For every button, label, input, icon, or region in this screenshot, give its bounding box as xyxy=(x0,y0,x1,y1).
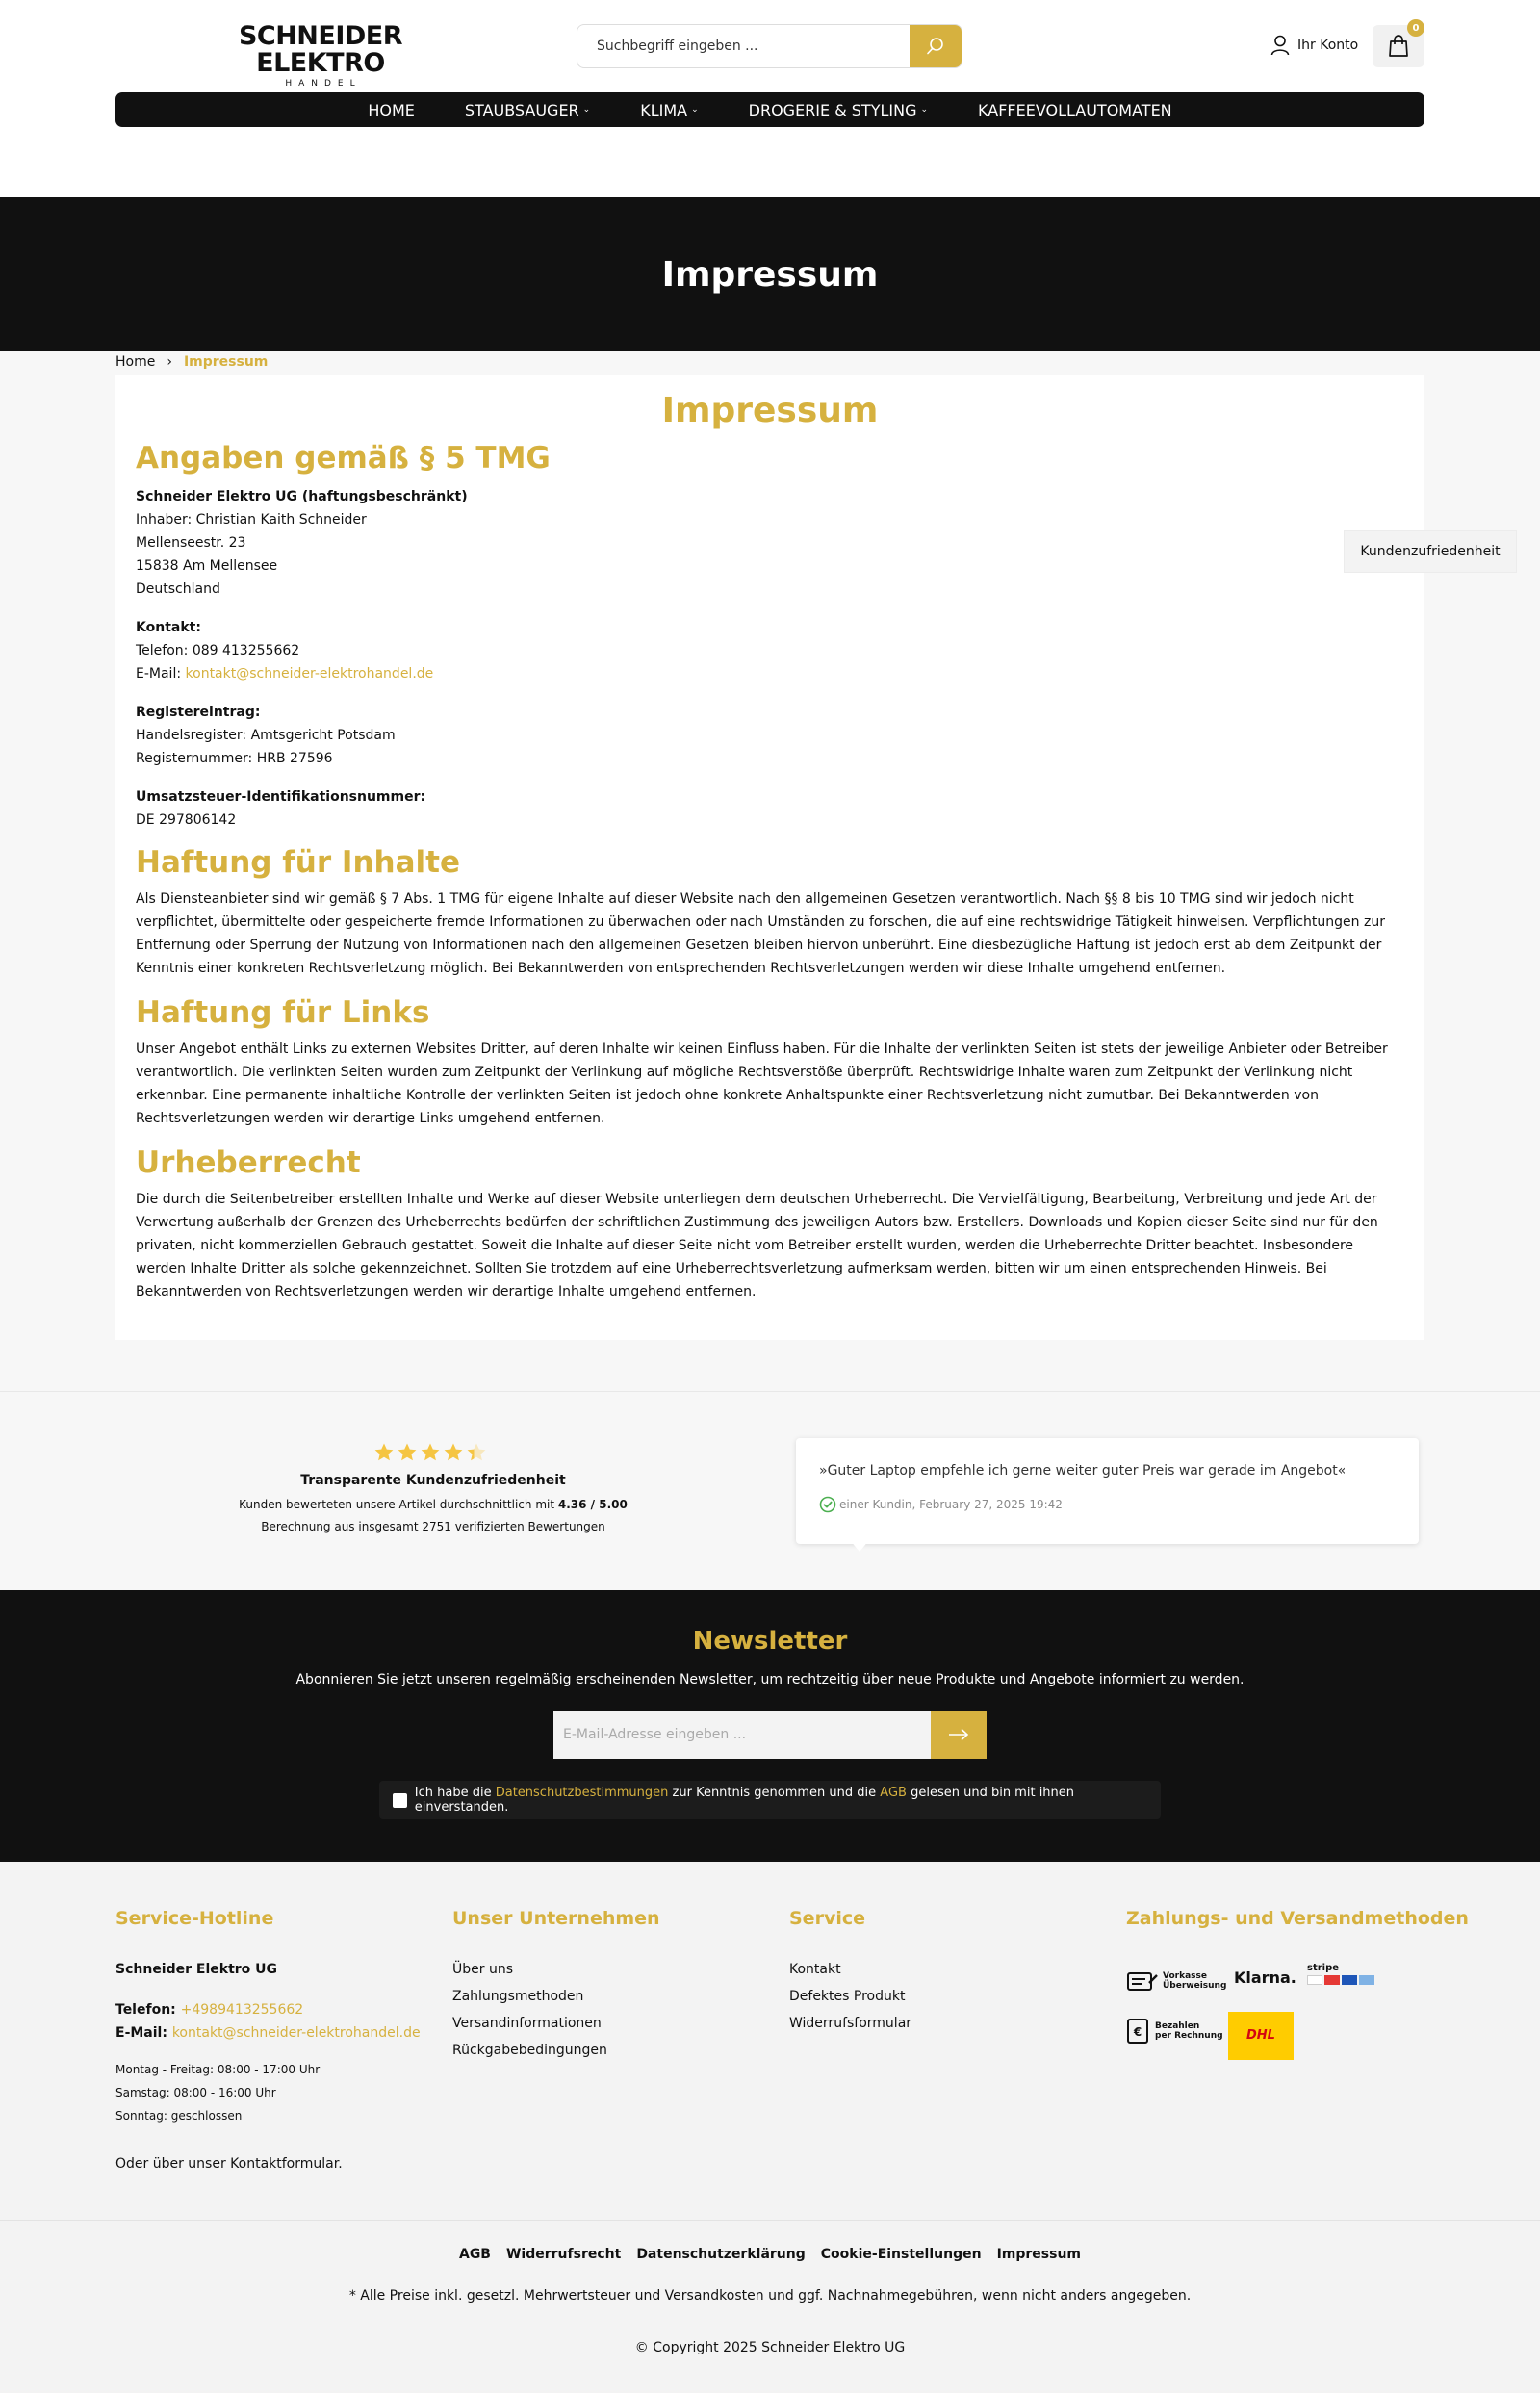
nav-label: KLIMA xyxy=(640,100,688,119)
rechnung-text-2: per Rechnung xyxy=(1155,2031,1223,2041)
payment-stripe xyxy=(1307,1964,1374,1985)
hero-title: Impressum xyxy=(661,254,879,295)
nav-item-home[interactable] xyxy=(368,101,415,119)
user-icon xyxy=(1270,35,1290,56)
invoice-transfer-icon xyxy=(1126,1969,1159,1993)
city: 15838 Am Mellensee xyxy=(136,558,278,574)
copyright: © Copyright 2025 Schneider Elektro UG xyxy=(634,2340,906,2355)
account-link[interactable] xyxy=(1270,31,1358,60)
review-quote: »Guter Laptop empfehle ich gerne weiter guter Preis war gerade im Angebot« xyxy=(819,1463,1347,1479)
star-icon xyxy=(466,1442,487,1463)
footer-link-rueckgabe[interactable]: Rückgabebedingungen xyxy=(452,2043,607,2058)
email-prefix: E-Mail: xyxy=(136,666,186,682)
review-card-tail xyxy=(850,1540,869,1552)
logo-main-text: SCHNEIDER ELEKTRO xyxy=(238,21,403,78)
vat-label: Umsatzsteuer-Identifikationsnummer: xyxy=(136,789,426,805)
reviews-count: Berechnung aus insgesamt 2751 verifizierten Bewertungen xyxy=(261,1520,605,1533)
footer-col-payment xyxy=(1126,1908,1469,1956)
heading-haftung-links: Haftung für Links xyxy=(136,995,430,1030)
vat-id: DE 297806142 xyxy=(136,812,237,828)
contact-form-link[interactable]: Oder über unser Kontaktformular. xyxy=(116,2156,343,2172)
breadcrumb-current: Impressum xyxy=(183,354,269,370)
chevron-right-icon: › xyxy=(167,354,172,370)
arrow-right-icon xyxy=(948,1728,969,1741)
paragraph-haftung-inhalte: Als Diensteanbieter sind wir gemäß § 7 Abs. 1 TMG für eigene Inhalte auf dieser Website nach den allgemeinen Gesetzen verantwortlich. Nach §§ 8 bis 10 TMG sind wir jedoch nicht verpflichtet, übermittelte oder gespeicherte fremde Informationen zu überwachen oder nach Umständen zu forschen, die auf eine rechtswidrige Tätigkeit hinweisen. Verpflichtungen zur Entfernung oder Sperrung der Nutzung von Informationen nach den allgemeinen Gesetzen bleiben hiervon unberührt. Eine diesbezügliche Haftung ist jedoch erst ab dem Zeitpunkt der Kenntnis einer konkreten Rechtsverletzung möglich. Bei Bekanntwerden von entsprechenden Rechtsverletzungen werden wir diese Inhalte umgehend entfernen. xyxy=(136,891,1385,976)
country: Deutschland xyxy=(136,581,220,597)
reviews-average-prefix: Kunden bewerteten unsere Artikel durchschnittlich mit xyxy=(239,1498,558,1511)
legal-link-impressum[interactable]: Impressum xyxy=(996,2247,1082,2262)
register-court: Handelsregister: Amtsgericht Potsdam xyxy=(136,728,396,743)
reviews-score: 4.36 / 5.00 xyxy=(557,1498,628,1511)
chevron-down-icon: ⌄ xyxy=(582,105,591,115)
breadcrumb-home[interactable]: Home xyxy=(116,354,156,370)
invoice-euro-icon xyxy=(1126,2018,1149,2045)
price-note: * Alle Preise inkl. gesetzl. Mehrwertsteuer und Versandkosten und ggf. Nachnahmegebühren, wenn nicht anders angegeben. xyxy=(348,2288,1192,2303)
heading-urheberrecht: Urheberrecht xyxy=(136,1145,361,1180)
search-icon xyxy=(926,37,945,56)
nav-item-drogerie-styling[interactable] xyxy=(749,101,928,119)
nav-item-klima[interactable] xyxy=(640,101,698,119)
logo-sub-text: HANDEL xyxy=(285,79,362,89)
contact-label: Kontakt: xyxy=(136,620,201,635)
nav-label: DROGERIE & STYLING xyxy=(748,100,917,119)
nav-label: STAUBSAUGER xyxy=(464,100,579,119)
section-urheberrecht xyxy=(136,1144,1406,1303)
newsletter-email-input[interactable] xyxy=(553,1711,931,1759)
newsletter-submit-button[interactable] xyxy=(931,1711,987,1759)
rating-stars xyxy=(373,1442,493,1463)
footer-link-widerrufsformular[interactable]: Widerrufsformular xyxy=(789,2016,912,2031)
main-nav xyxy=(116,92,1424,127)
breadcrumb xyxy=(116,352,268,372)
dhl-logo-text: DHL xyxy=(1246,2028,1275,2043)
footer-heading-service: Service xyxy=(789,1908,865,1929)
consent-checkbox[interactable] xyxy=(393,1793,407,1808)
nav-label: KAFFEEVOLLAUTOMATEN xyxy=(978,100,1172,119)
newsletter-section xyxy=(0,1590,1540,1862)
mastercard-icon xyxy=(1324,1975,1340,1985)
amex-card-icon xyxy=(1359,1975,1374,1985)
payment-rechnung xyxy=(1126,2018,1223,2045)
review-meta xyxy=(819,1496,1063,1513)
search-bar xyxy=(577,24,962,68)
page-hero xyxy=(0,197,1540,351)
footer-heading-hotline: Service-Hotline xyxy=(116,1908,274,1929)
footer-phone-label: Telefon: xyxy=(116,2002,181,2018)
hours-weekdays: Montag - Freitag: 08:00 - 17:00 Uhr xyxy=(116,2063,321,2076)
payment-klarna: Klarna. xyxy=(1234,1968,1296,1987)
newsletter-consent xyxy=(379,1781,1161,1819)
search-input[interactable] xyxy=(578,25,911,67)
footer-email-label: E-Mail: xyxy=(116,2025,172,2041)
heading-haftung-inhalte: Haftung für Inhalte xyxy=(136,845,460,880)
hours-saturday: Samstag: 08:00 - 16:00 Uhr xyxy=(116,2086,276,2099)
nav-label: HOME xyxy=(368,100,415,119)
footer-heading-payment: Zahlungs- und Versandmethoden xyxy=(1126,1908,1469,1929)
hours-sunday: Sonntag: geschlossen xyxy=(116,2109,243,2123)
chevron-down-icon: ⌄ xyxy=(691,105,699,115)
footer-bottom xyxy=(0,2220,1540,2393)
agb-link[interactable]: AGB xyxy=(880,1786,907,1800)
newsletter-form xyxy=(553,1711,987,1759)
heading-angaben: Angaben gemäß § 5 TMG xyxy=(136,441,551,476)
footer-link-defektes-produkt[interactable]: Defektes Produkt xyxy=(789,1989,906,2004)
review-author: einer Kundin, February 27, 2025 19:42 xyxy=(839,1498,1063,1511)
section-haftung-inhalte xyxy=(136,843,1406,980)
footer-link-versandinformationen[interactable]: Versandinformationen xyxy=(452,2016,602,2031)
paragraph-haftung-links: Unser Angebot enthält Links zu externen Websites Dritter, auf deren Inhalte wir keinen Einfluss haben. Für die Inhalte der verlinkten Seiten ist stets der jeweilige Anbieter oder Betreiber verantwortlich. Die verlinkten Seiten wurden zum Zeitpunkt der Verlinkung auf mögliche Rechtsverstöße überprüft. Rechtswidrige Inhalte waren zum Zeitpunkt der Verlinkung nicht erkennbar. Eine permanente inhaltliche Kontrolle der verlinkten Seiten ist jedoch ohne konkrete Anhaltspunkte einer Rechtsverletzung nicht zumutbar. Bei Bekanntwerden von Rechtsverletzungen werden wir derartige Links umgehend entfernen. xyxy=(136,1042,1388,1126)
nav-item-staubsauger[interactable] xyxy=(465,101,590,119)
consent-part: Ich habe die xyxy=(414,1786,496,1800)
owner: Inhaber: Christian Kaith Schneider xyxy=(136,512,367,527)
satisfaction-side-tab[interactable]: Kundenzufriedenheit xyxy=(1344,530,1517,573)
star-icon xyxy=(420,1442,441,1463)
nav-item-kaffeevollautomaten[interactable] xyxy=(978,101,1172,119)
legal-link-widerrufsrecht[interactable]: Widerrufsrecht xyxy=(505,2247,622,2262)
privacy-link[interactable]: Datenschutzbestimmungen xyxy=(495,1786,669,1800)
email-link[interactable]: kontakt@schneider-elektrohandel.de xyxy=(185,666,434,682)
star-icon xyxy=(397,1442,418,1463)
star-icon xyxy=(373,1442,395,1463)
legal-link-agb[interactable]: AGB xyxy=(458,2247,491,2262)
footer-col-hotline xyxy=(116,1908,421,2177)
account-label: Ihr Konto xyxy=(1297,38,1359,53)
paragraph-urheberrecht: Die durch die Seitenbetreiber erstellten Inhalte und Werke auf dieser Website unterliegen dem deutschen Urheberrecht. Die Vervielfältigung, Bearbeitung, Verbreitung und jede Art der Verwertung außerhalb der Grenzen des Urheberrechts bedürfen der schriftlichen Zustimmung des jeweiligen Autors bzw. Erstellers. Downloads und Kopien dieser Seite sind nur für den privaten, nicht kommerziellen Gebrauch gestattet. Soweit die Inhalte auf dieser Seite nicht vom Betreiber erstellt wurden, werden die Urheberrechte Dritter beachtet. Insbesondere werden Inhalte Dritter als solche gekennzeichnet. Sollten Sie trotzdem auf eine Urheberrechtsverletzung aufmerksam werden, bitten wir um einen entsprechenden Hinweis. Bei Bekanntwerden von Rechtsverletzungen werden wir derartige Inhalte umgehend entfernen. xyxy=(136,1192,1378,1299)
footer-link-kontakt[interactable]: Kontakt xyxy=(789,1962,841,1977)
footer-company: Schneider Elektro UG xyxy=(116,1962,278,1977)
footer-col-company xyxy=(452,1908,660,2064)
shopping-bag-icon xyxy=(1388,35,1409,58)
phone: Telefon: 089 413255662 xyxy=(136,643,300,658)
maestro-card-icon xyxy=(1342,1975,1357,1985)
footer-email-link[interactable]: kontakt@schneider-elektrohandel.de xyxy=(171,2025,421,2041)
cart-button[interactable] xyxy=(1373,22,1424,67)
section-angaben xyxy=(136,439,1406,832)
footer-link-ueber-uns[interactable]: Über uns xyxy=(452,1962,513,1977)
visa-card-icon xyxy=(1307,1975,1322,1985)
vorkasse-text: Vorkasse xyxy=(1163,1971,1207,1981)
footer-col-service xyxy=(789,1908,911,2037)
newsletter-title: Newsletter xyxy=(692,1627,848,1656)
verified-check-icon xyxy=(819,1496,836,1513)
search-button[interactable] xyxy=(910,25,962,67)
legal-link-datenschutz[interactable]: Datenschutzerklärung xyxy=(636,2247,806,2262)
footer-phone-link[interactable]: +4989413255662 xyxy=(180,2002,304,2018)
register-number: Registernummer: HRB 27596 xyxy=(136,751,333,766)
footer-heading-company: Unser Unternehmen xyxy=(452,1908,660,1929)
shipping-dhl xyxy=(1228,2012,1294,2060)
rechnung-text-1: Bezahlen xyxy=(1155,2021,1200,2031)
site-logo[interactable] xyxy=(175,23,466,89)
consent-part: gelesen und bin mit ihnen einverstanden. xyxy=(414,1786,1075,1814)
consent-part: zur Kenntnis genommen und die xyxy=(668,1786,881,1800)
reviews-average xyxy=(192,1498,674,1511)
payment-vorkasse xyxy=(1126,1969,1226,1993)
newsletter-text: Abonnieren Sie jetzt unseren regelmäßig erscheinenden Newsletter, um rechtzeitig über neue Produkte und Angebote informiert zu werden. xyxy=(295,1672,1245,1687)
legal-link-cookies[interactable]: Cookie-Einstellungen xyxy=(820,2247,982,2262)
footer xyxy=(0,1862,1540,2220)
legal-links xyxy=(0,2247,1540,2262)
chevron-down-icon: ⌄ xyxy=(920,105,929,115)
review-card xyxy=(796,1438,1419,1544)
reviews-title: Transparente Kundenzufriedenheit xyxy=(300,1473,566,1488)
company-name: Schneider Elektro UG (haftungsbeschränkt) xyxy=(136,489,468,504)
section-haftung-links xyxy=(136,993,1406,1130)
consent-text xyxy=(415,1786,1161,1814)
ueberweisung-text: Überweisung xyxy=(1163,1981,1227,1991)
content-title: Impressum xyxy=(661,391,879,430)
register-label: Registereintrag: xyxy=(136,705,261,720)
stripe-text: stripe xyxy=(1307,1963,1340,1973)
footer-link-zahlungsmethoden[interactable]: Zahlungsmethoden xyxy=(452,1989,584,2004)
cart-count-badge: 0 xyxy=(1407,19,1424,37)
svg-text:€: € xyxy=(1133,2025,1142,2039)
content-card xyxy=(116,375,1424,1340)
star-icon xyxy=(443,1442,464,1463)
street: Mellenseestr. 23 xyxy=(136,535,246,551)
